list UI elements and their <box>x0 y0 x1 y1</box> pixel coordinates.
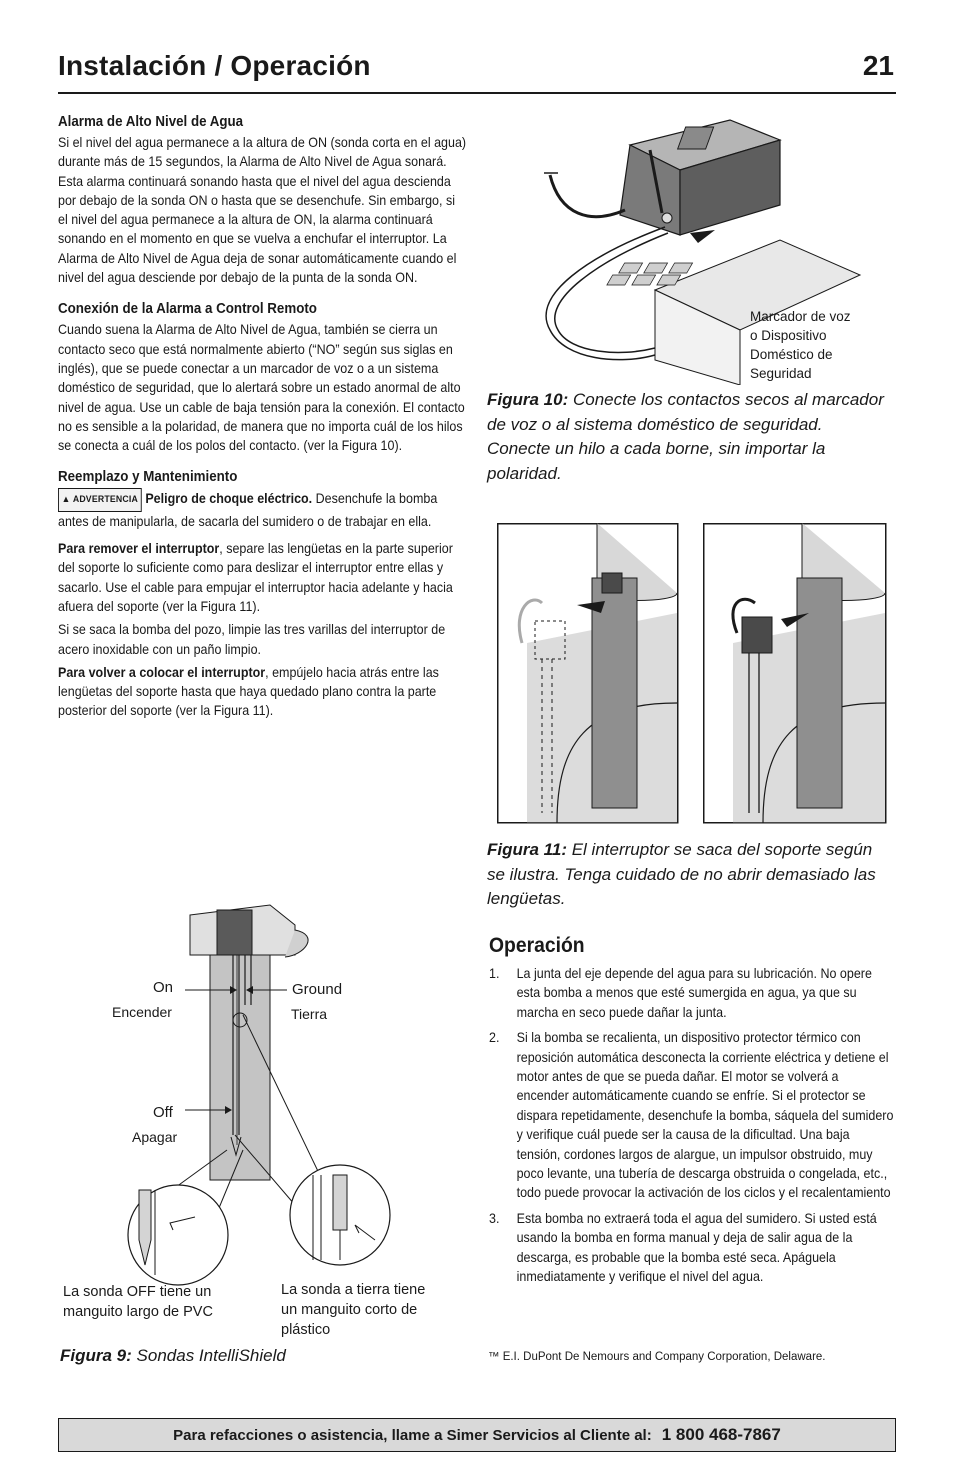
figure9-caption <box>60 1344 286 1369</box>
fig9-on-label: On <box>153 979 174 996</box>
figure9-caption-text: Sondas IntelliShield <box>136 1346 286 1365</box>
power-cord <box>550 175 625 217</box>
arrow-icon <box>690 230 715 243</box>
figure11-caption-label: Figura 11: <box>487 840 567 859</box>
warning-triangle-icon: ▲ <box>61 494 71 506</box>
device-label-line1: Marcador de voz <box>750 309 851 324</box>
device-label-line2: o Dispositivo <box>750 328 827 343</box>
remove-paragraph <box>58 539 467 616</box>
reinstall-text: , empújelo hacia atrás entre las lengüetas del soporte hasta que haya quedado plano contra la parte posterior del soporte (ver la Figura 11). <box>58 664 439 719</box>
reinstall-bold-text: Para volver a colocar el interruptor <box>58 664 266 680</box>
title-divider <box>58 92 896 94</box>
section-heading-remote-alarm: Conexión de la Alarma a Control Remoto <box>58 301 317 318</box>
remove-bold-text: Para remover el interruptor <box>58 541 220 557</box>
figure11-panel-left <box>498 523 678 823</box>
off-note-line2: manguito largo de PVC <box>63 1304 213 1320</box>
figure10-caption-text: Conecte los contactos secos al marcador de voz o al sistema doméstico de seguridad. Conecte un hilo a cada borne, sin importar la polaridad. <box>487 390 884 483</box>
fig9-on-sub: Encender <box>112 1004 172 1020</box>
figure11-illustration <box>497 523 887 825</box>
clean-paragraph: Si se saca la bomba del pozo, limpie las tres varillas del interruptor de acero inoxidable con un paño limpio. <box>58 622 446 657</box>
figure11-caption <box>487 838 887 912</box>
section-heading-replacement: Reemplazo y Mantenimiento <box>58 469 238 486</box>
figure10-illustration <box>530 115 890 385</box>
ground-note-line1: La sonda a tierra tiene <box>281 1282 426 1298</box>
high-water-alarm-text: Si el nivel del agua permanece a la altura de ON (sonda corta en el agua) durante más de 15 segundos, la Alarma de Alto Nivel de Agua sonará. Esta alarma continuará sonando hasta que el nivel del agua descienda por debajo de la sonda ON o hasta que se desenchufe. Sin embargo, si el nivel del agua permanece a la altura de ON, la alarma continuará sonando en el momento en que se vuelva a enchufar el interruptor. La Alarma de Alto Nivel de Agua deja de sonar automáticamente cuando el nivel del agua desciende por debajo de la punta de la sonda ON. <box>58 135 467 286</box>
ground-note-line2: un manguito corto de <box>281 1302 418 1318</box>
list-item-number: 3. <box>489 1210 500 1226</box>
page-title: Instalación / Operación <box>58 50 371 81</box>
replacement-body <box>58 488 467 720</box>
trademark-footnote: ™ E.I. DuPont De Nemours and Company Corporation, Delaware. <box>488 1351 826 1363</box>
section-heading-high-water-alarm: Alarma de Alto Nivel de Agua <box>58 114 244 130</box>
warning-badge-label: ADVERTENCIA <box>72 494 138 506</box>
device-label-line4: Seguridad <box>750 366 812 381</box>
switch-module <box>742 617 772 653</box>
switch-head <box>217 910 252 955</box>
footer-phone: 1 800 468-7867 <box>661 1425 781 1444</box>
footer-text: Para refacciones o asistencia, llame a Simer Servicios al Cliente al: <box>173 1426 652 1444</box>
warning-badge <box>58 488 142 511</box>
terminal-screw-icon <box>662 213 672 223</box>
list-item-text: Esta bomba no extraerá toda el agua del sumidero. Si usted está usando la bomba en forma manual y deja de salir agua de la descarga, es probable que la bomba esté seca. Apáguela inmediatamente y verifique el nivel del agua. <box>516 1210 877 1285</box>
warning-paragraph <box>58 488 467 531</box>
fig9-ground-sub: Tierra <box>291 1006 328 1022</box>
remote-alarm-text: Cuando suena la Alarma de Alto Nivel de Agua, también se cierra un contacto seco que está normalmente abierto (“NO” según sus siglas en inglés), que se puede conectar a un marcador de voz o a un sistema doméstico de seguridad, que lo alertará sobre un estado anormal de alto nivel de agua. Use un cable de baja tensión para la conexión. El contacto no es sensible a la polaridad, de manera que no importa cuál de los hilos se conecta a cuál de los polos del contacto. (ver la Figura 10). <box>58 322 465 454</box>
reinstall-paragraph <box>58 663 467 721</box>
device-label-line3: Doméstico de <box>750 347 833 362</box>
list-item <box>489 964 894 1022</box>
low-voltage-wire <box>546 227 665 360</box>
figure10-caption-label: Figura 10: <box>487 390 569 409</box>
figure10-caption <box>487 388 887 486</box>
list-item-text: La junta del eje depende del agua para su lubricación. No opere esta bomba a menos que esté sumergida en agua, ya que su marcha en seco puede dañar la junta. <box>516 966 872 1020</box>
remove-text: , separe las lengüetas en la parte superior del soporte lo suficiente como para deslizar el interruptor entre ellas y sacarlo. Use el cable para empujar el interruptor hacia adelante y hacia afuera del soporte (ver la Figura 11). <box>58 541 453 614</box>
list-item-number: 2. <box>489 1030 500 1046</box>
list-item <box>489 1028 894 1203</box>
probe-bracket <box>210 950 270 1180</box>
figure9-caption-label: Figura 9: <box>60 1346 132 1365</box>
ground-note-line3: plástico <box>281 1322 331 1338</box>
fig9-off-sub: Apagar <box>132 1129 178 1145</box>
fig9-off-label: Off <box>153 1104 173 1121</box>
figure11-panel-right <box>704 523 886 823</box>
operation-heading: Operación <box>489 934 585 957</box>
warning-bold-text: Peligro de choque eléctrico. <box>145 491 313 507</box>
figure11-caption-text: El interruptor se saca del soporte según se ilustra. Tenga cuidado de no abrir demasiado las lengüetas. <box>487 840 876 908</box>
list-item <box>489 1209 894 1287</box>
operation-list <box>489 964 894 1293</box>
list-item-text: Si la bomba se recalienta, un dispositivo protector térmico con reposición automática desconecta la corriente eléctrica y detiene el motor antes de que se pueda dañar. El motor se volverá a encender automáticamente cuando se enfríe. Si el protector se dispara repetidamente, desenchufe la bomba, sáquela del sumidero y verifique cuál puede ser la causa de la dificultad. Una baja tensión, cordones largos de alargue, un impulsor obstruido, muy poco levante, una tubería de descarga obstruida o congelada, etc., todo puede provocar la activación de los ciclos y el recalentamiento <box>516 1030 894 1201</box>
figure9-illustration <box>55 895 465 1345</box>
switch-bracket <box>592 578 637 808</box>
page-number: 21 <box>862 50 894 81</box>
warning-text: Desenchufe la bomba antes de manipularla, de sacarla del sumidero o de trabajar en ella. <box>58 491 438 529</box>
off-note-line1: La sonda OFF tiene un <box>63 1284 212 1300</box>
left-column <box>58 114 468 735</box>
footer-support-bar <box>58 1418 896 1452</box>
list-item-number: 1. <box>489 966 500 981</box>
fig9-ground-label: Ground <box>292 981 343 998</box>
